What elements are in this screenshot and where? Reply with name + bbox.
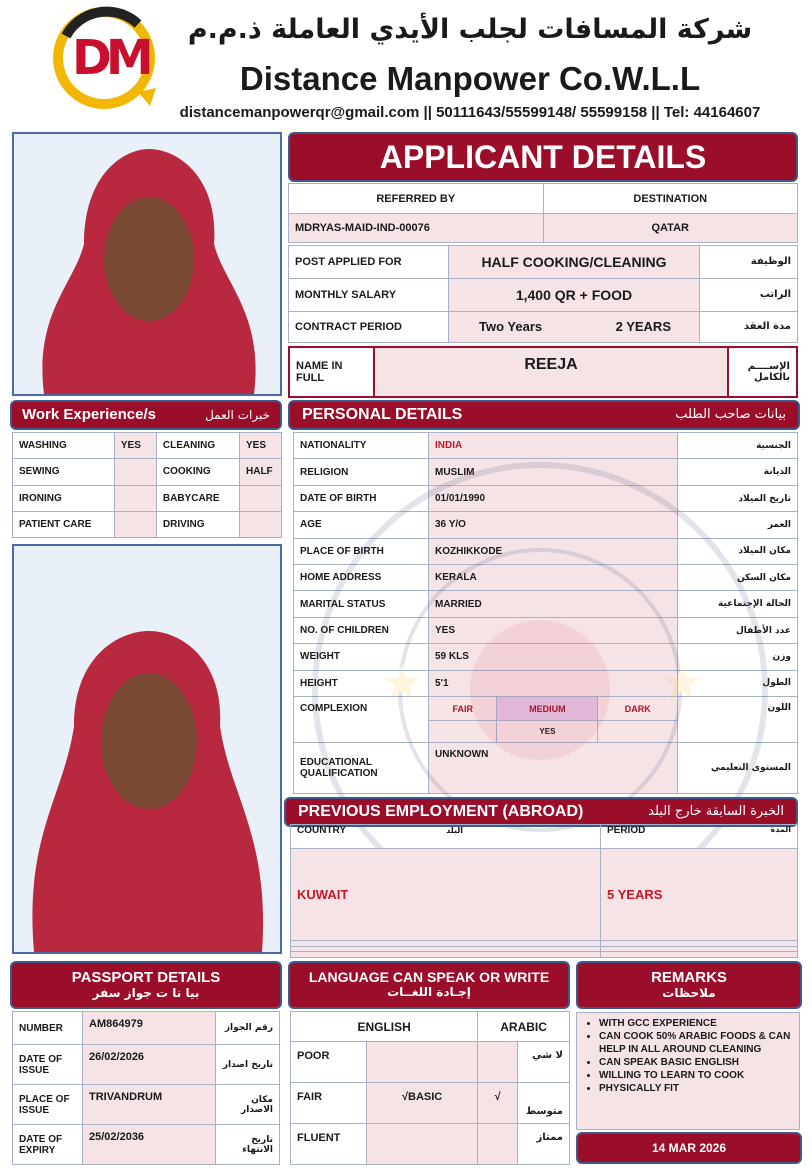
- salary-value: 1,400 QR + FOOD: [449, 278, 700, 311]
- contact-line: distancemanpowerqr@gmail.com || 50111643/55599148/ 55599158 || Tel: 44164607: [179, 104, 761, 121]
- complexion-fair: FAIR: [429, 697, 497, 721]
- language-table: [290, 1011, 570, 1165]
- personal-label: WEIGHT: [294, 644, 429, 670]
- remarks-box: [576, 1012, 800, 1130]
- complexion-dark: DARK: [598, 697, 678, 721]
- personal-label-ar: الطول: [678, 670, 798, 696]
- country-label-ar: البلد: [446, 826, 463, 835]
- name-label: NAME IN FULL: [290, 348, 374, 396]
- remark-item: • PHYSICALLY FIT: [599, 1082, 793, 1095]
- work-skill-value: YES: [114, 433, 156, 459]
- work-skill-label: SEWING: [13, 459, 115, 485]
- lang-arabic-label: ARABIC: [478, 1012, 570, 1042]
- work-skill-label: BABYCARE: [156, 485, 239, 511]
- destination-value: QATAR: [543, 214, 798, 243]
- applicant-details-title: APPLICANT DETAILS: [288, 132, 798, 182]
- remarks-title: REMARKS: [651, 969, 727, 986]
- personal-details-table: [293, 432, 798, 794]
- company-logo: [46, 6, 164, 110]
- lang-poor-label: POOR: [291, 1042, 367, 1083]
- passport-label: DATE OF ISSUE: [13, 1045, 83, 1085]
- personal-label-ar: تاريخ الميلاد: [678, 485, 798, 511]
- personal-label: MARITAL STATUS: [294, 591, 429, 617]
- personal-value: 01/01/1990: [429, 485, 678, 511]
- personal-label: HOME ADDRESS: [294, 565, 429, 591]
- remark-item: • CAN COOK 50% ARABIC FOODS & CAN HELP IN ALL AROUND CLEANING: [599, 1030, 793, 1056]
- company-name-ar: شركة المسافات لجلب الأيدي العاملة ذ.م.م: [187, 14, 753, 45]
- period-label: PERIOD: [607, 825, 646, 836]
- passport-table: [12, 1011, 280, 1165]
- work-skill-label: DRIVING: [156, 511, 239, 537]
- education-value: UNKNOWN: [429, 743, 678, 794]
- job-table: [288, 245, 798, 343]
- contract-label: CONTRACT PERIOD: [289, 311, 449, 342]
- personal-value: YES: [429, 617, 678, 643]
- passport-label-ar: تاريخ الانتهاء: [216, 1125, 280, 1165]
- period-header: [601, 825, 798, 849]
- remark-item: • CAN SPEAK BASIC ENGLISH: [599, 1056, 793, 1069]
- lang-poor-ar: لا شي: [518, 1042, 570, 1083]
- company-name-en: Distance Manpower Co.W.L.L: [239, 60, 701, 97]
- contract-value-cell: [449, 311, 700, 342]
- prev-country: KUWAIT: [291, 849, 601, 941]
- personal-value: KOZHIKKODE: [429, 538, 678, 564]
- personal-label-ar: عدد الأطفال: [678, 617, 798, 643]
- work-skill-value: [114, 485, 156, 511]
- applicant-photo-top: [12, 132, 282, 396]
- personal-label: NATIONALITY: [294, 433, 429, 459]
- applicant-photo-bottom: [12, 544, 282, 954]
- complexion-medium-mark: YES: [497, 721, 598, 743]
- prev-title: PREVIOUS EMPLOYMENT (ABROAD): [298, 803, 584, 820]
- salary-ar: الراتب: [700, 278, 798, 311]
- work-skill-label: CLEANING: [156, 433, 239, 459]
- previous-employment-table: [290, 824, 798, 958]
- language-title: LANGUAGE CAN SPEAK OR WRITE: [308, 969, 550, 985]
- contract-value-2: 2 YEARS: [615, 319, 671, 335]
- remarks-list: [599, 1017, 793, 1095]
- work-experience-header: [10, 400, 282, 430]
- country-label: COUNTRY: [297, 825, 347, 836]
- referral-table: [288, 183, 798, 243]
- passport-label-ar: رقم الجواز: [216, 1012, 280, 1045]
- destination-label: DESTINATION: [543, 184, 798, 214]
- passport-label: NUMBER: [13, 1012, 83, 1045]
- complexion-ar: اللون: [678, 697, 798, 743]
- remarks-date: 14 MAR 2026: [576, 1132, 802, 1164]
- language-title-ar: إجـادة اللغــات: [387, 985, 471, 999]
- name-value: REEJA: [374, 348, 728, 396]
- personal-label: DATE OF BIRTH: [294, 485, 429, 511]
- personal-label: NO. OF CHILDREN: [294, 617, 429, 643]
- personal-value: KERALA: [429, 565, 678, 591]
- personal-value: INDIA: [429, 433, 678, 459]
- referred-by-label: REFERRED BY: [289, 184, 544, 214]
- work-skill-value: [114, 511, 156, 537]
- post-value: HALF COOKING/CLEANING: [449, 246, 700, 279]
- referred-by-value: MDRYAS-MAID-IND-00076: [289, 214, 544, 243]
- personal-label: AGE: [294, 512, 429, 538]
- personal-label-ar: مكان السكن: [678, 565, 798, 591]
- lang-english-poor: [367, 1042, 478, 1083]
- lang-english-fair: √BASIC: [367, 1083, 478, 1124]
- lang-fluent-label: FLUENT: [291, 1124, 367, 1165]
- personal-title: PERSONAL DETAILS: [302, 406, 463, 423]
- personal-value: 36 Y/O: [429, 512, 678, 538]
- work-skill-value: HALF: [240, 459, 282, 485]
- personal-value: MUSLIM: [429, 459, 678, 485]
- remarks-header: [576, 961, 802, 1009]
- lang-english-label: ENGLISH: [291, 1012, 478, 1042]
- work-skill-label: WASHING: [13, 433, 115, 459]
- work-skill-label: COOKING: [156, 459, 239, 485]
- passport-header: [10, 961, 282, 1009]
- personal-value: 5'1: [429, 670, 678, 696]
- contract-ar: مدة العقد: [700, 311, 798, 342]
- complexion-label: COMPLEXION: [294, 697, 429, 743]
- passport-value: TRIVANDRUM: [83, 1085, 216, 1125]
- personal-details-header: [288, 400, 800, 430]
- personal-title-ar: بيانات صاحب الطلب: [675, 407, 786, 422]
- lang-english-fluent: [367, 1124, 478, 1165]
- complexion-medium: MEDIUM: [497, 697, 598, 721]
- passport-value: 25/02/2036: [83, 1125, 216, 1165]
- language-header: [288, 961, 570, 1009]
- personal-label: HEIGHT: [294, 670, 429, 696]
- prev-title-ar: الخبرة السابقة خارج البلد: [648, 804, 784, 819]
- passport-label: PLACE OF ISSUE: [13, 1085, 83, 1125]
- passport-value: 26/02/2026: [83, 1045, 216, 1085]
- work-experience-table: [12, 432, 282, 538]
- work-title: Work Experience/s: [22, 406, 156, 423]
- personal-label: PLACE OF BIRTH: [294, 538, 429, 564]
- logo-letters: DM: [72, 30, 148, 86]
- period-label-ar: المدة: [770, 825, 791, 834]
- previous-employment-header: [284, 797, 798, 827]
- prev-empty-5: [291, 952, 601, 958]
- lang-arabic-fluent: [478, 1124, 518, 1165]
- post-label: POST APPLIED FOR: [289, 246, 449, 279]
- personal-label-ar: مكان الميلاد: [678, 538, 798, 564]
- prev-empty-6: [601, 952, 798, 958]
- work-skill-label: IRONING: [13, 485, 115, 511]
- passport-title: PASSPORT DETAILS: [71, 969, 221, 986]
- personal-label-ar: الحالة الإجتماعية: [678, 591, 798, 617]
- passport-label: DATE OF EXPIRY: [13, 1125, 83, 1165]
- personal-label-ar: وزن: [678, 644, 798, 670]
- work-skill-value: [114, 459, 156, 485]
- personal-label: RELIGION: [294, 459, 429, 485]
- work-title-ar: خبرات العمل: [205, 408, 270, 422]
- name-box: [288, 346, 798, 398]
- contract-value: Two Years: [479, 319, 543, 335]
- personal-value: 59 KLS: [429, 644, 678, 670]
- remarks-title-ar: ملاحظات: [662, 986, 716, 1000]
- personal-label-ar: العمر: [678, 512, 798, 538]
- personal-label-ar: الجنسية: [678, 433, 798, 459]
- prev-period: 5 YEARS: [601, 849, 798, 941]
- complexion-fair-mark: [429, 721, 497, 743]
- lang-arabic-poor: [478, 1042, 518, 1083]
- lang-fair-label: FAIR: [291, 1083, 367, 1124]
- passport-title-ar: بيا نا ت جواز سفر: [92, 986, 200, 1000]
- lang-fair-ar: متوسط: [518, 1083, 570, 1124]
- passport-value: AM864979: [83, 1012, 216, 1045]
- work-skill-value: [240, 485, 282, 511]
- personal-label-ar: الديانة: [678, 459, 798, 485]
- post-ar: الوظيفة: [700, 246, 798, 279]
- salary-label: MONTHLY SALARY: [289, 278, 449, 311]
- complexion-dark-mark: [598, 721, 678, 743]
- remark-item: • WILLING TO LEARN TO COOK: [599, 1069, 793, 1082]
- passport-label-ar: مكان الاصدار: [216, 1085, 280, 1125]
- education-ar: المستوى التعليمي: [678, 743, 798, 794]
- country-header: [291, 825, 601, 849]
- remark-item: • WITH GCC EXPERIENCE: [599, 1017, 793, 1030]
- personal-value: MARRIED: [429, 591, 678, 617]
- passport-label-ar: تاريخ اصدار: [216, 1045, 280, 1085]
- name-ar: الإســــم بالكامل: [728, 348, 796, 396]
- education-label: EDUCATIONAL QUALIFICATION: [294, 743, 429, 794]
- work-skill-label: PATIENT CARE: [13, 511, 115, 537]
- work-skill-value: YES: [240, 433, 282, 459]
- lang-fluent-ar: ممتاز: [518, 1124, 570, 1165]
- work-skill-value: [240, 511, 282, 537]
- lang-arabic-fair: √: [478, 1083, 518, 1124]
